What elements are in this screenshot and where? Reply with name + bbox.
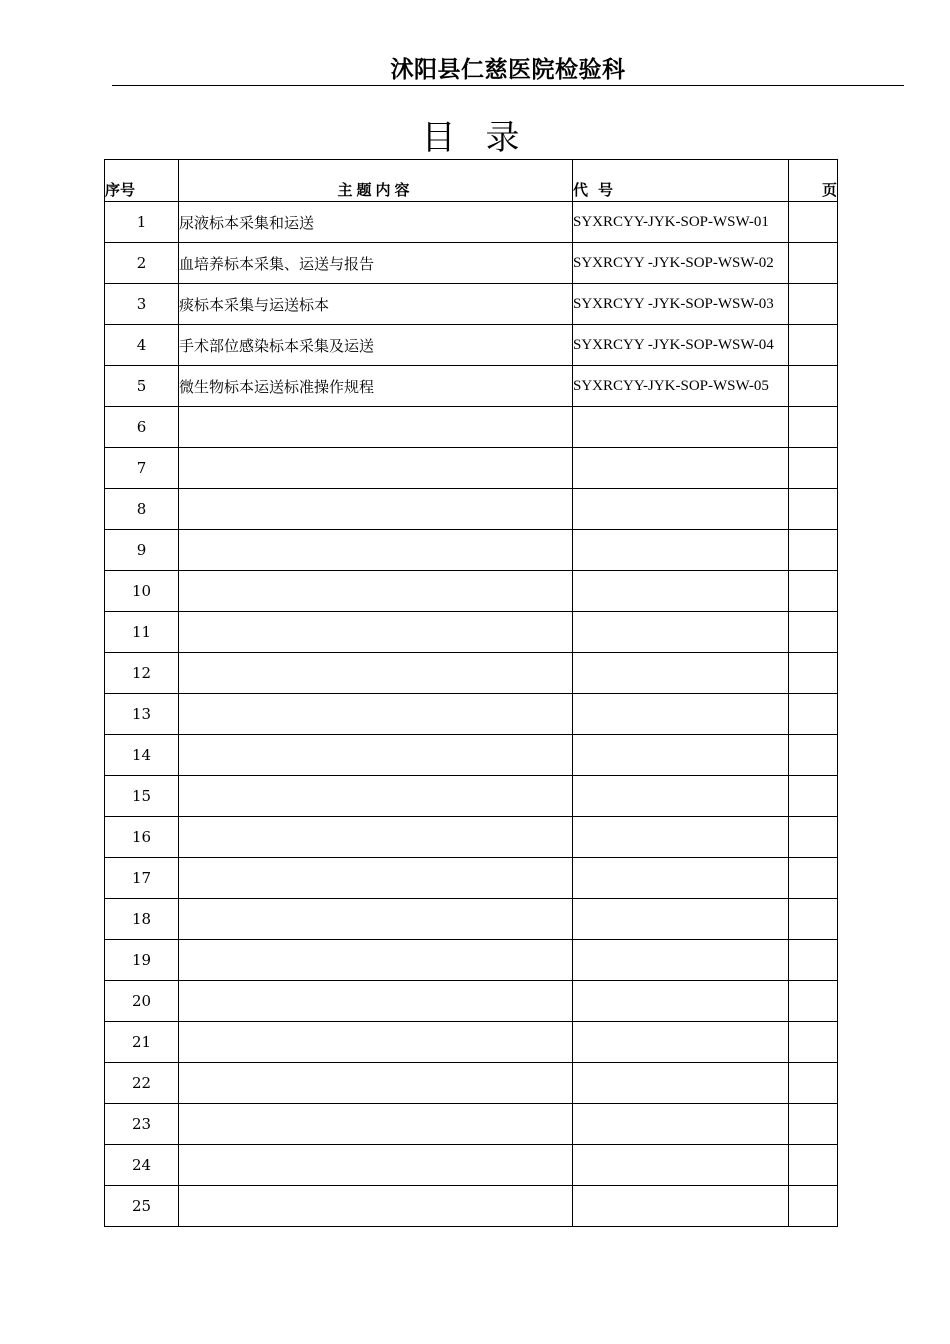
row-code-cell: SYXRCYY-JYK-SOP-WSW-05: [573, 366, 789, 407]
page-title: 目录: [421, 118, 550, 158]
row-number-cell: 22: [105, 1063, 179, 1104]
table-row: [105, 694, 838, 735]
row-topic-cell: [179, 694, 573, 735]
row-number-cell: 5: [105, 366, 179, 407]
row-page-cell: [789, 776, 838, 817]
table-row: [105, 858, 838, 899]
table-row: [105, 817, 838, 858]
table-row: [105, 407, 838, 448]
row-code-cell: [573, 858, 789, 899]
row-topic-cell: [179, 530, 573, 571]
row-number-cell: 14: [105, 735, 179, 776]
row-page-cell: [789, 1063, 838, 1104]
row-number-cell: 8: [105, 489, 179, 530]
row-code-cell: SYXRCYY -JYK-SOP-WSW-04: [573, 325, 789, 366]
column-header-code: 代号: [573, 160, 789, 202]
table-row: [105, 366, 838, 407]
table-row: [105, 202, 838, 243]
row-number-cell: 18: [105, 899, 179, 940]
row-topic-cell: [179, 489, 573, 530]
table-row: [105, 1063, 838, 1104]
row-page-cell: [789, 571, 838, 612]
row-number-cell: 12: [105, 653, 179, 694]
row-number-cell: 4: [105, 325, 179, 366]
row-number-cell: 6: [105, 407, 179, 448]
row-number-cell: 24: [105, 1145, 179, 1186]
column-header-page: 页: [789, 160, 838, 202]
row-number-cell: 19: [105, 940, 179, 981]
table-row: [105, 899, 838, 940]
row-page-cell: [789, 366, 838, 407]
row-page-cell: [789, 1022, 838, 1063]
row-code-cell: [573, 653, 789, 694]
row-code-cell: [573, 1186, 789, 1227]
row-page-cell: [789, 243, 838, 284]
row-topic-cell: [179, 612, 573, 653]
table-row: [105, 735, 838, 776]
row-code-cell: [573, 1145, 789, 1186]
row-page-cell: [789, 1145, 838, 1186]
row-code-cell: [573, 981, 789, 1022]
table-row: [105, 243, 838, 284]
row-code-cell: SYXRCYY-JYK-SOP-WSW-01: [573, 202, 789, 243]
row-code-cell: [573, 612, 789, 653]
row-number-cell: 11: [105, 612, 179, 653]
row-page-cell: [789, 940, 838, 981]
row-page-cell: [789, 817, 838, 858]
row-page-cell: [789, 1186, 838, 1227]
row-page-cell: [789, 735, 838, 776]
row-topic-cell: [179, 571, 573, 612]
row-topic-cell: 尿液标本采集和运送: [179, 202, 573, 243]
table-row: [105, 1104, 838, 1145]
row-page-cell: [789, 612, 838, 653]
row-topic-cell: 手术部位感染标本采集及运送: [179, 325, 573, 366]
row-topic-cell: [179, 1104, 573, 1145]
row-page-cell: [789, 899, 838, 940]
table-row: [105, 653, 838, 694]
row-page-cell: [789, 653, 838, 694]
row-code-cell: [573, 407, 789, 448]
row-number-cell: 10: [105, 571, 179, 612]
table-row: [105, 1186, 838, 1227]
row-code-cell: [573, 817, 789, 858]
row-code-cell: [573, 776, 789, 817]
row-page-cell: [789, 694, 838, 735]
row-page-cell: [789, 284, 838, 325]
row-code-cell: [573, 940, 789, 981]
table-row: [105, 981, 838, 1022]
row-number-cell: 3: [105, 284, 179, 325]
row-code-cell: SYXRCYY -JYK-SOP-WSW-02: [573, 243, 789, 284]
table-row: [105, 612, 838, 653]
row-number-cell: 7: [105, 448, 179, 489]
row-code-cell: [573, 571, 789, 612]
row-code-cell: SYXRCYY -JYK-SOP-WSW-03: [573, 284, 789, 325]
row-page-cell: [789, 448, 838, 489]
row-page-cell: [789, 530, 838, 571]
row-topic-cell: [179, 940, 573, 981]
row-topic-cell: [179, 407, 573, 448]
column-header-topic: 主题内容: [179, 160, 573, 202]
row-number-cell: 17: [105, 858, 179, 899]
table-row: [105, 571, 838, 612]
row-page-cell: [789, 325, 838, 366]
row-page-cell: [789, 1104, 838, 1145]
row-page-cell: [789, 407, 838, 448]
row-page-cell: [789, 858, 838, 899]
row-topic-cell: [179, 1186, 573, 1227]
row-page-cell: [789, 489, 838, 530]
row-code-cell: [573, 448, 789, 489]
row-topic-cell: 痰标本采集与运送标本: [179, 284, 573, 325]
row-number-cell: 1: [105, 202, 179, 243]
toc-header-row: [105, 160, 838, 202]
row-number-cell: 15: [105, 776, 179, 817]
column-header-no: 序号: [105, 160, 179, 202]
row-code-cell: [573, 1104, 789, 1145]
row-topic-cell: [179, 817, 573, 858]
row-topic-cell: [179, 899, 573, 940]
row-code-cell: [573, 899, 789, 940]
row-topic-cell: [179, 1145, 573, 1186]
header-org-name: 沭阳县仁慈医院检验科: [390, 57, 626, 83]
table-row: [105, 325, 838, 366]
row-code-cell: [573, 694, 789, 735]
row-topic-cell: 微生物标本运送标准操作规程: [179, 366, 573, 407]
row-page-cell: [789, 981, 838, 1022]
row-topic-cell: [179, 776, 573, 817]
row-number-cell: 23: [105, 1104, 179, 1145]
row-topic-cell: [179, 735, 573, 776]
row-topic-cell: [179, 1063, 573, 1104]
row-number-cell: 25: [105, 1186, 179, 1227]
row-code-cell: [573, 1022, 789, 1063]
table-row: [105, 1022, 838, 1063]
row-code-cell: [573, 530, 789, 571]
row-page-cell: [789, 202, 838, 243]
row-number-cell: 9: [105, 530, 179, 571]
row-topic-cell: [179, 981, 573, 1022]
row-topic-cell: [179, 448, 573, 489]
table-row: [105, 776, 838, 817]
row-code-cell: [573, 735, 789, 776]
row-topic-cell: [179, 653, 573, 694]
toc-body: [105, 202, 838, 1227]
toc-table: [104, 159, 838, 1227]
header-divider: [112, 85, 904, 86]
row-topic-cell: 血培养标本采集、运送与报告: [179, 243, 573, 284]
row-number-cell: 21: [105, 1022, 179, 1063]
table-row: [105, 1145, 838, 1186]
row-topic-cell: [179, 858, 573, 899]
row-number-cell: 13: [105, 694, 179, 735]
row-topic-cell: [179, 1022, 573, 1063]
row-code-cell: [573, 1063, 789, 1104]
table-row: [105, 448, 838, 489]
table-row: [105, 940, 838, 981]
row-code-cell: [573, 489, 789, 530]
row-number-cell: 2: [105, 243, 179, 284]
table-row: [105, 530, 838, 571]
table-row: [105, 489, 838, 530]
row-number-cell: 16: [105, 817, 179, 858]
row-number-cell: 20: [105, 981, 179, 1022]
table-row: [105, 284, 838, 325]
